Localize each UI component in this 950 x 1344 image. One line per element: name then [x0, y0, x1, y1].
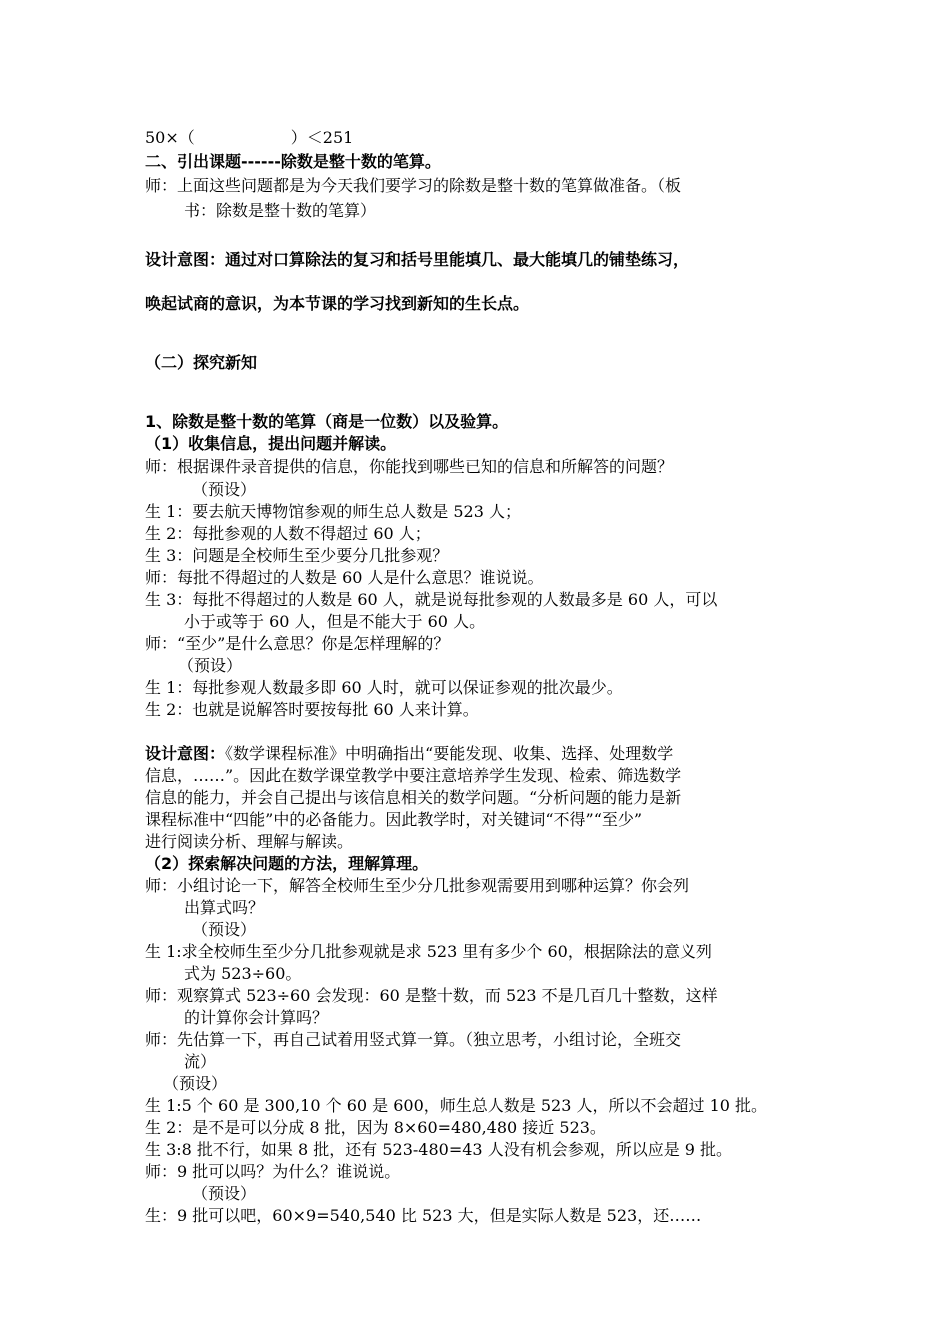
- text-line: 生 1:5 个 60 是 300,10 个 60 是 600，师生总人数是 523 人，所以不会超过 10 批。: [145, 1096, 768, 1115]
- text-line: 生 3：问题是全校师生至少要分几批参观？: [145, 546, 449, 565]
- text-line: （预设）: [178, 656, 243, 675]
- text-line: 师：先估算一下，再自己试着用竖式算一算。（独立思考，小组讨论，全班交: [145, 1030, 682, 1049]
- text-line: 书：除数是整十数的笔算）: [184, 201, 377, 220]
- design-intent-heading: 设计意图：通过对口算除法的复习和括号里能填几、最大能填几的铺垫练习，: [145, 250, 690, 269]
- text-line: 50×（ ）＜251: [145, 128, 354, 147]
- text-line: 的计算你会计算吗？: [184, 1008, 329, 1027]
- text-line: 师：上面这些问题都是为今天我们要学习的除数是整十数的笔算做准备。（板: [145, 176, 682, 195]
- text-line: 流）: [184, 1052, 217, 1071]
- text-line: 出算式吗？: [184, 898, 265, 917]
- subsection-heading: （1）收集信息，提出问题并解读。: [145, 434, 397, 453]
- text-line: 师：“至少”是什么意思？你是怎样理解的？: [145, 634, 450, 653]
- text-line: 师：小组讨论一下，解答全校师生至少分几批参观需要用到哪种运算？你会列: [145, 876, 690, 895]
- section-heading: 二、引出课题------除数是整十数的笔算。: [145, 152, 441, 171]
- text-line: 课程标准中“四能”中的必备能力。因此教学时，对关键词“不得”“至少”: [145, 810, 643, 829]
- text-line: 生 1：每批参观人数最多即 60 人时，就可以保证参观的批次最少。: [145, 678, 623, 697]
- text-line: （预设）: [192, 1184, 257, 1203]
- text-line: 信息的能力，并会自己提出与该信息相关的数学问题。“分析问题的能力是新: [145, 788, 682, 807]
- text-line: 生 2：也就是说解答时要按每批 60 人来计算。: [145, 700, 479, 719]
- text-line: 生 3：每批不得超过的人数是 60 人，就是说每批参观的人数最多是 60 人，可以: [145, 590, 718, 609]
- design-intent-paragraph: [145, 744, 673, 764]
- text-line: 师：9 批可以吗？为什么？谁说说。: [145, 1162, 401, 1181]
- text-line: 生 1：要去航天博物馆参观的师生总人数是 523 人；: [145, 502, 521, 521]
- text-line: （预设）: [192, 480, 257, 499]
- text-line: （预设）: [163, 1074, 228, 1093]
- text-line: 师：根据课件录音提供的信息，你能找到哪些已知的信息和所解答的问题？: [145, 457, 674, 476]
- subsection-heading: （2）探索解决问题的方法，理解算理。: [145, 854, 429, 873]
- design-intent-label: 设计意图：: [145, 744, 226, 763]
- text-line: 生 2：每批参观的人数不得超过 60 人；: [145, 524, 431, 543]
- section-heading: （二）探究新知: [145, 353, 258, 372]
- design-intent-text: 唤起试商的意识，为本节课的学习找到新知的生长点。: [145, 294, 530, 313]
- text-line: 信息，……”。因此在数学课堂教学中要注意培养学生发现、检索、筛选数学: [145, 766, 682, 785]
- text-line: 小于或等于 60 人，但是不能大于 60 人。: [184, 612, 486, 631]
- subsection-heading: 1、除数是整十数的笔算（商是一位数）以及验算。: [145, 412, 509, 431]
- text-line: 生：9 批可以吧，60×9=540,540 比 523 大，但是实际人数是 523，还……: [145, 1206, 702, 1225]
- text-line: （预设）: [192, 920, 257, 939]
- text-line: 生 3:8 批不行，如果 8 批，还有 523-480=43 人没有机会参观，所以应是 9 批。: [145, 1140, 733, 1159]
- text-line: 生 2：是不是可以分成 8 批，因为 8×60=480,480 接近 523。: [145, 1118, 606, 1137]
- design-intent-text: 《数学课程标准》中明确指出“要能发现、收集、选择、处理数学: [225, 744, 674, 763]
- text-line: 师：每批不得超过的人数是 60 人是什么意思？谁说说。: [145, 568, 544, 587]
- text-line: 进行阅读分析、理解与解读。: [145, 832, 354, 851]
- text-line: 式为 523÷60。: [184, 964, 302, 983]
- text-line: 生 1:求全校师生至少分几批参观就是求 523 里有多少个 60，根据除法的意义列: [145, 942, 712, 961]
- text-line: 师：观察算式 523÷60 会发现：60 是整十数，而 523 不是几百几十整数，这样: [145, 986, 718, 1005]
